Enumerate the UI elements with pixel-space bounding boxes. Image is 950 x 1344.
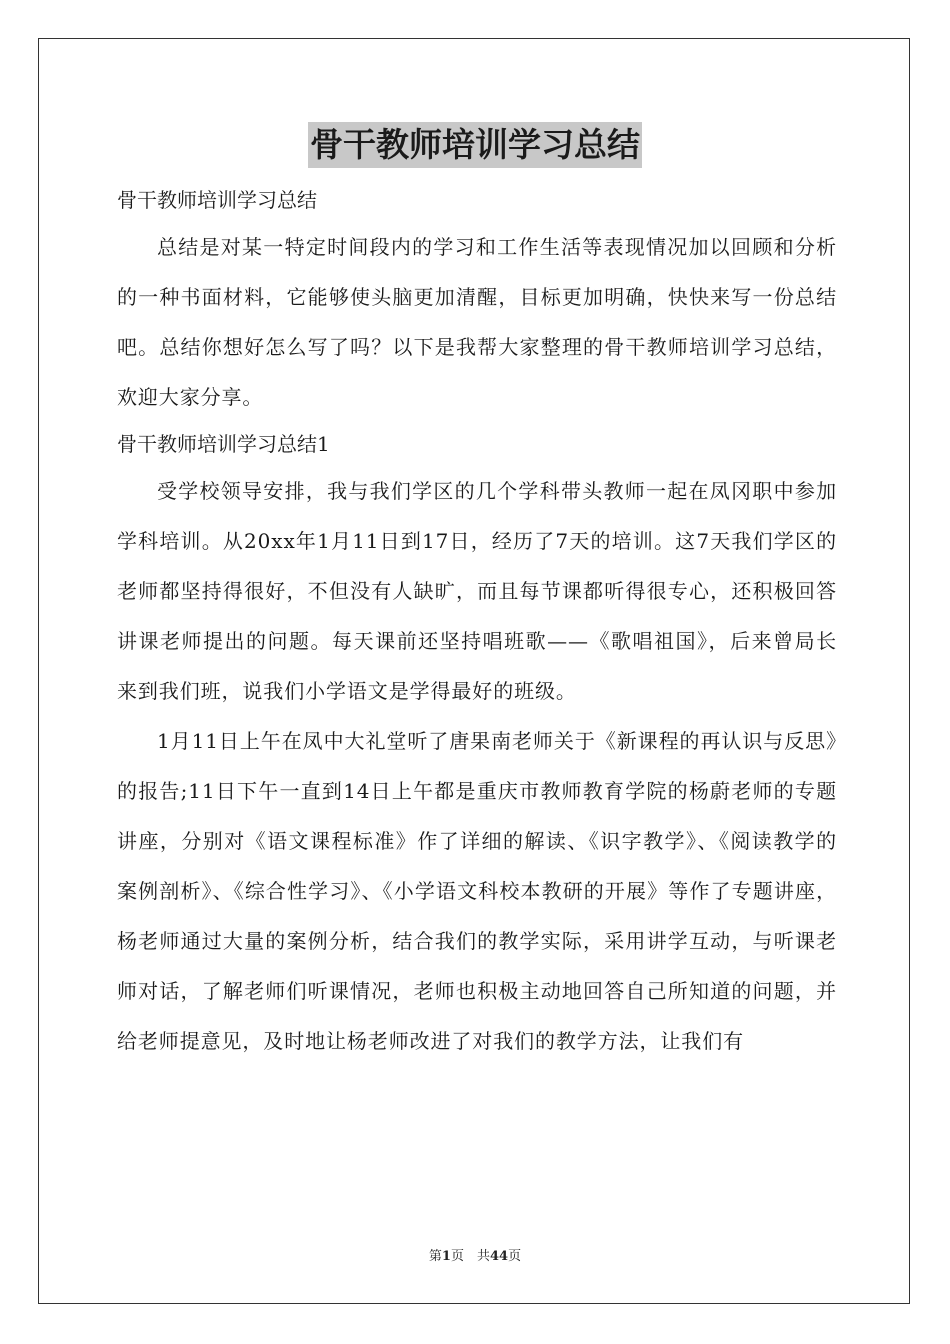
intro-paragraph: 总结是对某一特定时间段内的学习和工作生活等表现情况加以回顾和分析的一种书面材料，它能够使头脑更加清醒，目标更加明确，快快来写一份总结吧。总结你想好怎么写了吗？以下是我帮大家整理的骨干教师培训学习总结，欢迎大家分享。 — [117, 235, 837, 409]
page-total: 44 — [489, 1249, 509, 1264]
body-paragraph-2: 1月11日上午在凤中大礼堂听了唐果南老师关于《新课程的再认识与反思》的报告;11日下午一直到14日上午都是重庆市教师教育学院的杨蔚老师的专题讲座，分别对《语文课程标准》作了详细的解读、《识字教学》、《阅读教学的案例剖析》、《综合性学习》、《小学语文科校本教研的开展》等作了专题讲座，杨老师通过大量的案例分析，结合我们的教学实际，采用讲学互动，与听课老师对话，了解老师们听课情况，老师也积极主动地回答自己所知道的问题，并给老师提意见，及时地让杨老师改进了对我们的教学方法，让我们有 — [117, 729, 837, 1053]
title-container — [0, 122, 950, 168]
document-subtitle: 骨干教师培训学习总结 — [117, 188, 317, 212]
page-mid: 页 共 — [450, 1249, 490, 1264]
document-title: 骨干教师培训学习总结 — [308, 122, 642, 168]
body-paragraph-1: 受学校领导安排，我与我们学区的几个学科带头教师一起在凤冈职中参加学科培训。从20xx年1月11日到17日，经历了7天的培训。这7天我们学区的老师都坚持得很好，不但没有人缺旷，而且每节课都听得很专心，还积极回答讲课老师提出的问题。每天课前还坚持唱班歌——《歌唱祖国》，后来曾局长来到我们班，说我们小学语文是学得最好的班级。 — [117, 479, 837, 703]
page-prefix: 第 — [428, 1249, 442, 1264]
document-body — [117, 178, 837, 1066]
section-heading: 骨干教师培训学习总结1 — [117, 432, 330, 456]
page-current: 1 — [441, 1249, 451, 1264]
page-suffix: 页 — [508, 1249, 522, 1264]
page-footer — [0, 1245, 950, 1264]
